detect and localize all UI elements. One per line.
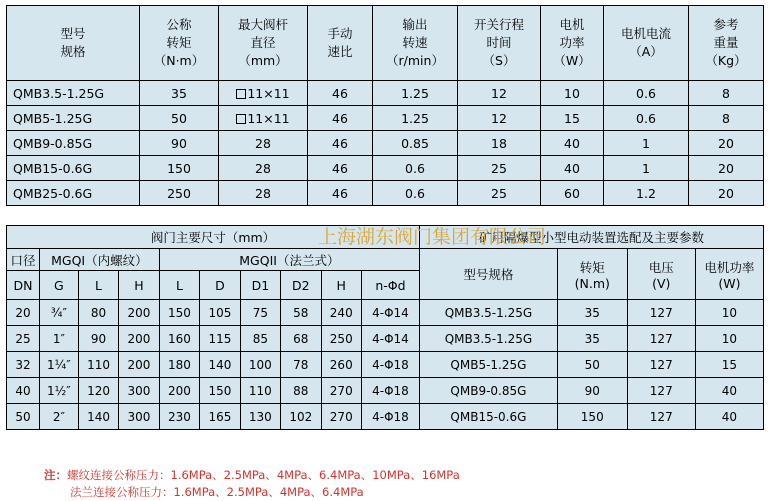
cell-value: 230: [159, 404, 199, 430]
cell-value: 120: [78, 378, 118, 404]
cell-value: 10: [541, 81, 604, 106]
table-row: [7, 300, 764, 326]
cell-value: 1¼″: [39, 352, 78, 378]
cell-value: 1.2: [604, 181, 689, 206]
watermark-text: 上海湖东阀门集团有限公司: [318, 226, 547, 248]
col-header-reference-weight: 参考 重量 （Kg）: [689, 6, 764, 81]
cell-value: 32: [7, 352, 40, 378]
cell-value: 68: [281, 326, 321, 352]
col-header-stroke-time: 开关行程 时间 （S）: [458, 6, 541, 81]
cell-value: 58: [281, 300, 321, 326]
cell-value: 90: [140, 131, 219, 156]
cell-value: 160: [159, 326, 199, 352]
cell-value: 35: [557, 326, 627, 352]
table2-group-row: [7, 249, 764, 271]
cell-value: 300: [119, 404, 159, 430]
cell-model: QMB15-0.6G: [7, 156, 140, 181]
table-row: [7, 181, 764, 206]
square-section-icon: [236, 89, 246, 99]
cell-value: 4-Φ14: [361, 326, 419, 352]
cell-value: 0.6: [604, 106, 689, 131]
cell-value: 240: [321, 300, 361, 326]
col-header-motor-power2: 电机功率 (W): [695, 249, 763, 300]
table-row: [7, 81, 764, 106]
col-header-voltage: 电压 (V): [627, 249, 695, 300]
cell-value: 46: [308, 106, 373, 131]
cell-value: 0.6: [604, 81, 689, 106]
specifications-table-wrapper: [6, 5, 764, 206]
cell-value: 4-Φ14: [361, 300, 419, 326]
cell-value: 300: [119, 378, 159, 404]
cell-value: 102: [281, 404, 321, 430]
cell-value: 0.85: [373, 131, 458, 156]
cell-model-spec: QMB3.5-1.25G: [420, 326, 558, 352]
cell-value: 0.6: [373, 181, 458, 206]
cell-value: 2″: [39, 404, 78, 430]
col-header-output-speed: 输出 转速 （r/min）: [373, 6, 458, 81]
cell-value: 28: [219, 156, 308, 181]
cell-value: 40: [695, 404, 763, 430]
cell-value: 1½″: [39, 378, 78, 404]
cell-value: 25: [458, 181, 541, 206]
group-caliber: 口径: [7, 249, 40, 271]
col-header-l2: L: [159, 271, 199, 300]
cell-value: 78: [281, 352, 321, 378]
cell-value: 200: [119, 326, 159, 352]
cell-value: 12: [458, 81, 541, 106]
cell-model-spec: QMB9-0.85G: [420, 378, 558, 404]
cell-value: 200: [119, 352, 159, 378]
cell-model-spec: QMB3.5-1.25G: [420, 300, 558, 326]
cell-value: 8: [689, 81, 764, 106]
cell-value: 100: [240, 352, 280, 378]
cell-value: 127: [627, 378, 695, 404]
title-actuator-params: 矿用隔爆型小型电动装置选配及主要参数: [420, 226, 764, 249]
cell-model-spec: QMB5-1.25G: [420, 352, 558, 378]
col-header-manual-ratio: 手动 速比: [308, 6, 373, 81]
cell-value: 110: [78, 352, 118, 378]
col-header-h2: H: [321, 271, 361, 300]
cell-value: 46: [308, 156, 373, 181]
cell-value: 127: [627, 352, 695, 378]
col-header-h1: H: [119, 271, 159, 300]
cell-value: 110: [240, 378, 280, 404]
cell-value: 127: [627, 404, 695, 430]
cell-value: 35: [557, 300, 627, 326]
cell-value: 105: [200, 300, 240, 326]
cell-value: 85: [240, 326, 280, 352]
col-header-motor-power: 电机 功率 （W）: [541, 6, 604, 81]
col-header-d: D: [200, 271, 240, 300]
table-row: [7, 326, 764, 352]
notes-block: [44, 467, 460, 500]
cell-value: 40: [695, 378, 763, 404]
cell-value: 250: [321, 326, 361, 352]
cell-value: 4-Φ18: [361, 404, 419, 430]
cell-value: 165: [200, 404, 240, 430]
table-row: [7, 156, 764, 181]
cell-value: 10: [695, 326, 763, 352]
cell-value: 40: [541, 156, 604, 181]
dimensions-table: [6, 225, 764, 430]
table-row: [7, 106, 764, 131]
cell-value: 0.6: [373, 156, 458, 181]
cell-value: 8: [689, 106, 764, 131]
cell-value: 88: [281, 378, 321, 404]
cell-value: 46: [308, 81, 373, 106]
cell-value: 18: [458, 131, 541, 156]
cell-value: 115: [200, 326, 240, 352]
cell-value: 250: [140, 181, 219, 206]
cell-value: 40: [7, 378, 40, 404]
cell-model: QMB9-0.85G: [7, 131, 140, 156]
table-row: [7, 131, 764, 156]
cell-model: QMB25-0.6G: [7, 181, 140, 206]
cell-value: 1: [604, 156, 689, 181]
cell-value: 28: [219, 131, 308, 156]
cell-value: 140: [200, 352, 240, 378]
col-header-nphid: n-Φd: [361, 271, 419, 300]
col-header-l1: L: [78, 271, 118, 300]
square-section-icon: [236, 114, 246, 124]
cell-value: ¾″: [39, 300, 78, 326]
cell-value: 40: [541, 131, 604, 156]
title-valve-dimensions: 阀门主要尺寸（mm）: [7, 226, 420, 249]
note-label: 注：: [44, 468, 67, 482]
cell-model: QMB3.5-1.25G: [7, 81, 140, 106]
cell-value: 15: [541, 106, 604, 131]
cell-value: 15: [695, 352, 763, 378]
cell-value: 200: [159, 378, 199, 404]
cell-value: 80: [78, 300, 118, 326]
cell-value: 50: [140, 106, 219, 131]
cell-value: 20: [689, 181, 764, 206]
cell-value: 46: [308, 131, 373, 156]
table-header-row: [7, 6, 764, 81]
cell-value: 180: [159, 352, 199, 378]
cell-value: 46: [308, 181, 373, 206]
cell-model: QMB5-1.25G: [7, 106, 140, 131]
cell-value: 127: [627, 326, 695, 352]
note-line-1: [44, 467, 460, 484]
group-mgqi: MGQI（内螺纹）: [39, 249, 159, 271]
col-header-d1: D1: [240, 271, 280, 300]
cell-value: 10: [695, 300, 763, 326]
specifications-table: [6, 5, 764, 206]
cell-value: 20: [7, 300, 40, 326]
cell-value: 270: [321, 404, 361, 430]
cell-value: 20: [689, 131, 764, 156]
cell-value: 35: [140, 81, 219, 106]
cell-value: 12: [458, 106, 541, 131]
cell-value: 260: [321, 352, 361, 378]
cell-value: 270: [321, 378, 361, 404]
cell-value: 4-Φ18: [361, 352, 419, 378]
cell-value: 25: [7, 326, 40, 352]
cell-model-spec: QMB15-0.6G: [420, 404, 558, 430]
col-header-model: 型号 规格: [7, 6, 140, 81]
cell-value: 1.25: [373, 81, 458, 106]
cell-value: 1.25: [373, 106, 458, 131]
note-text-2: 法兰连接公称压力：1.6MPa、2.5MPa、4MPa、6.4MPa: [70, 484, 364, 499]
cell-value: 90: [78, 326, 118, 352]
cell-value: 11×11: [219, 106, 308, 131]
cell-value: 1: [604, 131, 689, 156]
col-header-motor-current: 电机电流 （A）: [604, 6, 689, 81]
col-header-max-stem-diameter: 最大阀杆 直径 （mm）: [219, 6, 308, 81]
cell-value: 11×11: [219, 81, 308, 106]
cell-value: 1″: [39, 326, 78, 352]
dimensions-table-wrapper: [6, 225, 764, 430]
col-header-g: G: [39, 271, 78, 300]
cell-value: 90: [557, 378, 627, 404]
cell-value: 50: [7, 404, 40, 430]
cell-value: 127: [627, 300, 695, 326]
table-row: [7, 404, 764, 430]
cell-value: 20: [689, 156, 764, 181]
cell-value: 50: [557, 352, 627, 378]
col-header-nominal-torque: 公称 转矩 （N·m）: [140, 6, 219, 81]
col-header-model-spec: 型号规格: [420, 249, 558, 300]
table-row: [7, 352, 764, 378]
cell-value: 150: [200, 378, 240, 404]
table2-title-row: [7, 226, 764, 249]
cell-value: 140: [78, 404, 118, 430]
cell-value: 130: [240, 404, 280, 430]
cell-value: 200: [119, 300, 159, 326]
cell-value: 25: [458, 156, 541, 181]
cell-value: 60: [541, 181, 604, 206]
note-line-2: [44, 484, 460, 501]
cell-value: 150: [557, 404, 627, 430]
col-header-torque: 转矩 (N.m): [557, 249, 627, 300]
cell-value: 75: [240, 300, 280, 326]
group-mgqii: MGQII（法兰式）: [159, 249, 419, 271]
cell-value: 150: [140, 156, 219, 181]
table-row: [7, 378, 764, 404]
cell-value: 28: [219, 181, 308, 206]
col-header-d2: D2: [281, 271, 321, 300]
col-header-dn: DN: [7, 271, 40, 300]
cell-value: 150: [159, 300, 199, 326]
note-text-1: 螺纹连接公称压力：1.6MPa、2.5MPa、4MPa、6.4MPa、10MPa、16MPa: [67, 468, 460, 482]
cell-value: 4-Φ18: [361, 378, 419, 404]
